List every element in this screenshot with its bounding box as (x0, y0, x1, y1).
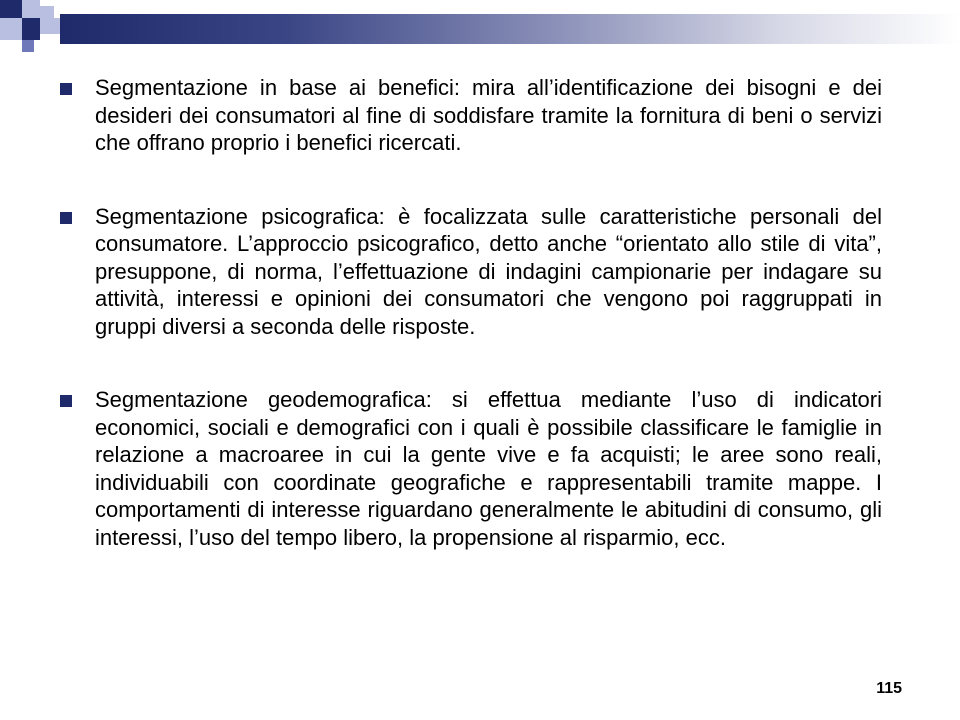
square-bullet-icon (60, 395, 72, 407)
decorative-square (22, 18, 40, 40)
decorative-square (22, 40, 34, 52)
square-bullet-icon (60, 212, 72, 224)
square-bullet-icon (60, 83, 72, 95)
bullet-list (60, 74, 882, 597)
header-gradient-bar (60, 14, 960, 44)
bullet-item-psicografica (60, 203, 882, 341)
bullet-text: Segmentazione psicografica: è focalizzata sulle caratteristiche personali del consumatore. L’approccio psicografico, detto anche “orientato allo stile di vita”, presuppone, di norma, l’effettuazione di indagini campionarie per indagare su attività, interessi e opinioni dei consumatori che vengono poi raggruppati in gruppi diversi a seconda delle risposte. (95, 203, 882, 339)
decorative-square (40, 6, 54, 18)
bullet-item-benefici (60, 74, 882, 157)
decorative-square (0, 0, 22, 18)
page-number: 115 (876, 680, 902, 697)
bullet-item-geodemografica (60, 386, 882, 551)
bullet-text: Segmentazione in base ai benefici: mira all’identificazione dei bisogni e dei desideri dei consumatori al fine di soddisfare tramite la fornitura di beni o servizi che offrano proprio i benefici ricercati. (95, 75, 882, 155)
decorative-square (22, 0, 40, 18)
decorative-square (40, 18, 60, 34)
decorative-square (0, 18, 22, 40)
bullet-text: Segmentazione geodemografica: si effettua mediante l’uso di indicatori economici, sociali e demografici con i quali è possibile classificare le famiglie in relazione a macroaree in cui la gente vive e fa acquisti; le aree sono reali, individuabili con coordinate geografiche e rappresentabili tramite mappe. I comportamenti di interesse riguardano generalmente le abitudini di consumo, gli interessi, l’uso del tempo libero, la propensione al risparmio, ecc. (95, 387, 882, 550)
